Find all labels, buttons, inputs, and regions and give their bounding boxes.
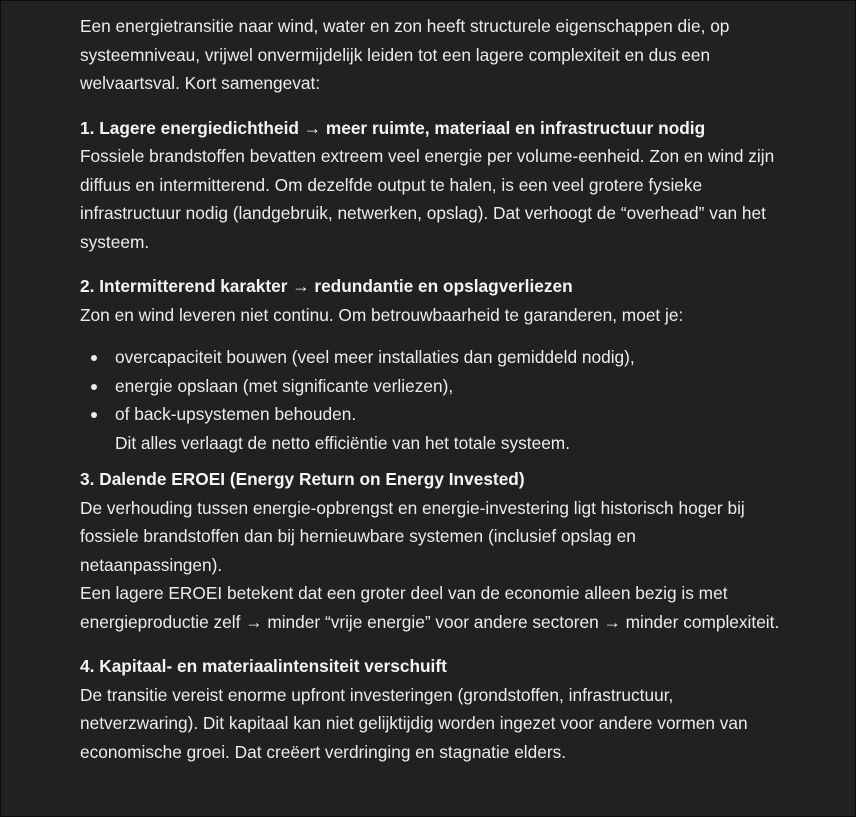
section-heading: 1. Lagere energiedichtheid → meer ruimte, materiaal en infrastructuur nodig	[80, 117, 706, 138]
bullet-icon	[91, 384, 97, 390]
list-item	[115, 343, 780, 372]
section-body-continued: Een lagere EROEI betekent dat een groter deel van de economie alleen bezig is met energieproductie zelf → minder “vrije energie” voor andere sectoren → minder complexiteit.	[80, 583, 780, 632]
list-item	[115, 400, 780, 457]
section-3	[80, 465, 780, 636]
section-4	[80, 652, 780, 766]
list-item-continuation: Dit alles verlaagt de netto efficiëntie van het totale systeem.	[115, 432, 571, 453]
section-heading: 4. Kapitaal- en materiaalintensiteit verschuift	[80, 656, 447, 676]
bullet-icon	[91, 412, 97, 418]
list-item-text: of back-upsystemen behouden.	[115, 404, 357, 424]
list-item-text: energie opslaan (met significante verliezen),	[115, 375, 454, 396]
section-body: De verhouding tussen energie-opbrengst en energie-investering ligt historisch hoger bij fossiele brandstoffen dan bij hernieuwbare systemen (inclusief opslag en netaanpassingen).	[80, 497, 745, 575]
section-heading: 3. Dalende EROEI (Energy Return on Energy Invested)	[80, 469, 525, 489]
section-2	[80, 272, 780, 457]
bullet-list	[80, 343, 780, 457]
section-1	[80, 114, 780, 257]
assistant-message	[80, 12, 780, 766]
section-heading: 2. Intermitterend karakter → redundantie en opslagverliezen	[80, 276, 573, 296]
intro-paragraph: Een energietransitie naar wind, water en zon heeft structurele eigenschappen die, op systeemniveau, vrijwel onvermijdelijk leiden tot een lagere complexiteit en dus een welvaartsval. Kort samengevat:	[80, 16, 730, 93]
list-item	[115, 372, 780, 401]
section-body: Fossiele brandstoffen bevatten extreem veel energie per volume-eenheid. Zon en wind zijn diffuus en intermitterend. Om dezelfde output te halen, is een veel grotere fysieke infrastructuur nodig (landgebruik, netwerken, opslag). Dat verhoogt de “overhead” van het systeem.	[80, 146, 775, 252]
list-item-text: overcapaciteit bouwen (veel meer installaties dan gemiddeld nodig),	[115, 347, 635, 367]
section-body: Zon en wind leveren niet continu. Om betrouwbaarheid te garanderen, moet je:	[80, 304, 684, 325]
section-body: De transitie vereist enorme upfront investeringen (grondstoffen, infrastructuur, netverzwaring). Dit kapitaal kan niet gelijktijdig worden ingezet voor andere vormen van economische groei. Dat creëert verdringing en stagnatie elders.	[80, 684, 748, 762]
bullet-icon	[91, 355, 97, 361]
